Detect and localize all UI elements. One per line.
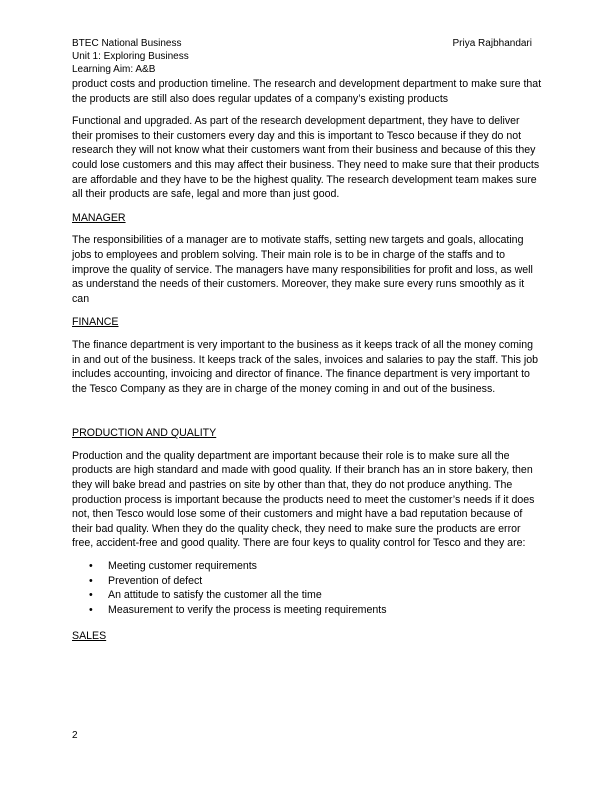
sales-heading: SALES	[72, 630, 107, 643]
quality-keys-list	[72, 559, 542, 617]
finance-paragraph: The finance department is very important to the business as it keeps track of all the money coming in and out of the business. It keeps track of the sales, invoices and salaries to pay the staff. This job includes accounting, invoicing and director of finance. The finance department is very important to the Tesco Company as they are in charge of the money coming in and out of the business.	[72, 338, 539, 395]
production-heading: PRODUCTION AND QUALITY	[72, 427, 217, 440]
production-paragraph: Production and the quality department are important because their role is to make sure all the products are high standard and made with good quality. If their branch has an in store bakery, then they will bake bread and pastries on site by other than that, they do not produce anything. The production process is important because the products need to meet the customer’s needs if it does not, then Tesco would lose some of their customers and might have a bad reputation because of their bad quality. When they do the quality check, they need to make sure the products are error free, accident-free and good quality. There are four keys to quality control for Tesco and they are:	[72, 449, 535, 550]
page-number: 2	[72, 730, 78, 741]
finance-heading: FINANCE	[72, 316, 119, 329]
paragraph-rd-continued: product costs and production timeline. The research and development department to make sure that the products are still also does regular updates of a company’s existing products	[72, 78, 542, 105]
list-item: • Meeting customer requirements	[72, 559, 542, 574]
list-item: • Prevention of defect	[72, 574, 542, 589]
page-header	[72, 37, 540, 76]
author-name: Priya Rajbhandari	[452, 38, 532, 49]
course-title: BTEC National Business	[72, 38, 182, 49]
list-item: • An attitude to satisfy the customer all the time	[72, 588, 542, 603]
manager-paragraph: The responsibilities of a manager are to motivate staffs, setting new targets and goals, allocating jobs to employees and problem solving. Their main role is to be in charge of the staffs and to improve the quality of service. The managers have many responsibilities for profit and loss, as well as understand the needs of their customers. Moreover, they make sure every runs smoothly as it can	[72, 234, 533, 305]
manager-heading: MANAGER	[72, 211, 126, 224]
list-item: • Measurement to verify the process is meeting requirements	[72, 603, 542, 618]
paragraph-rd: Functional and upgraded. As part of the research development department, they have to deliver their promises to their customers every day and this is important to Tesco because if they do not research they will not know what their customers want from their business and because of this they could lose customers and this may affect their business. They need to make sure that their products are affordable and they have to be the highest quality. The research development team makes sure all their products are safe, legal and more than just good.	[72, 115, 540, 201]
unit-title: Unit 1: Exploring Business	[72, 51, 189, 62]
document-body	[72, 77, 542, 644]
learning-aim: Learning Aim: A&B	[72, 64, 156, 75]
